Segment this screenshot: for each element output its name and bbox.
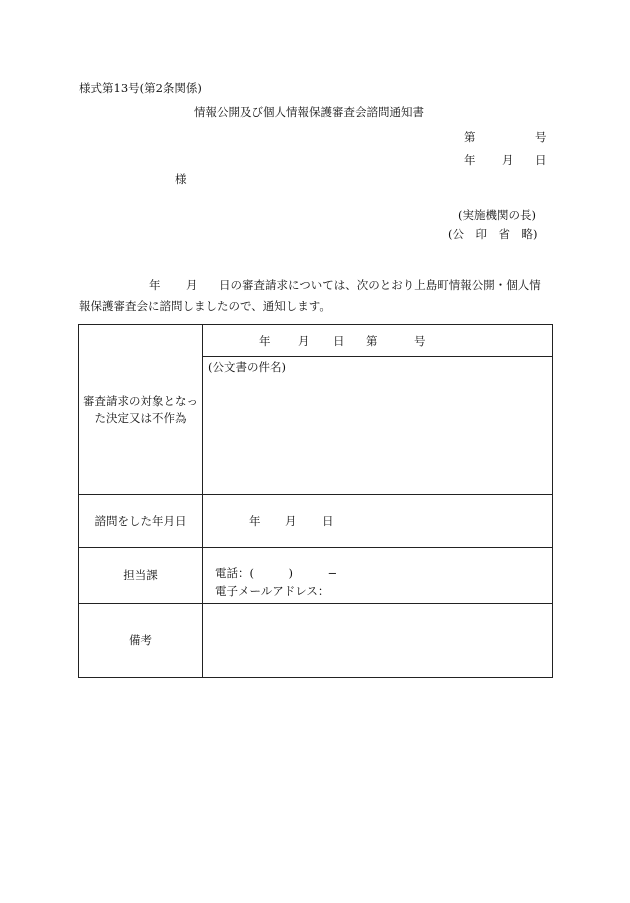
inquiry-table (78, 324, 553, 678)
remarks-cell (203, 604, 553, 678)
decision-go-label: 号 (414, 334, 426, 348)
form-number-label: 様式第13号(第2条関係) (79, 81, 202, 95)
body-year-label: 年 (149, 278, 161, 292)
department-cell (203, 548, 553, 604)
table-row (79, 548, 553, 604)
decision-year-label: 年 (259, 334, 271, 348)
document-name-area (203, 356, 552, 494)
inquiry-date-cell (203, 495, 553, 548)
inquiry-month-label: 月 (285, 514, 297, 528)
row-label-target-decision: 審査請求の対象となった決定又は不作為 (79, 325, 203, 495)
table-row (79, 325, 553, 495)
table-row (79, 495, 553, 548)
document-name-label: (公文書の件名) (208, 360, 286, 374)
decision-month-label: 月 (298, 334, 310, 348)
inquiry-day-label: 日 (322, 514, 334, 528)
email-label: 電子メールアドレス： (215, 584, 330, 598)
date-day-label: 日 (535, 153, 547, 167)
row-label-inquiry-date: 諮問をした年月日 (79, 495, 203, 548)
number-go: 号 (535, 130, 547, 144)
sender-title: (実施機関の長) (458, 208, 536, 222)
document-title: 情報公開及び個人情報保護審査会諮問通知書 (194, 105, 424, 119)
body-month-label: 月 (186, 278, 198, 292)
date-month-label: 月 (502, 153, 514, 167)
row-label-department: 担当課 (79, 548, 203, 604)
row-label-remarks: 備考 (79, 604, 203, 678)
phone-label: 電話：( ) − (215, 566, 338, 580)
decision-dai-label: 第 (366, 334, 378, 348)
addressee-sama: 様 (175, 172, 187, 186)
body-text-1: 日の審査請求については、次のとおり上島町情報公開・個人情 (219, 278, 541, 292)
table-row (79, 604, 553, 678)
body-line-2: 報保護審査会に諮問しましたので、通知します。 (79, 299, 331, 313)
date-year-label: 年 (464, 153, 476, 167)
seal-omitted-note: (公 印 省 略) (448, 227, 538, 241)
number-dai: 第 (464, 130, 476, 144)
decision-day-label: 日 (333, 334, 345, 348)
decision-date-number-row (203, 325, 552, 356)
target-decision-cell (203, 325, 553, 495)
inquiry-year-label: 年 (249, 514, 261, 528)
